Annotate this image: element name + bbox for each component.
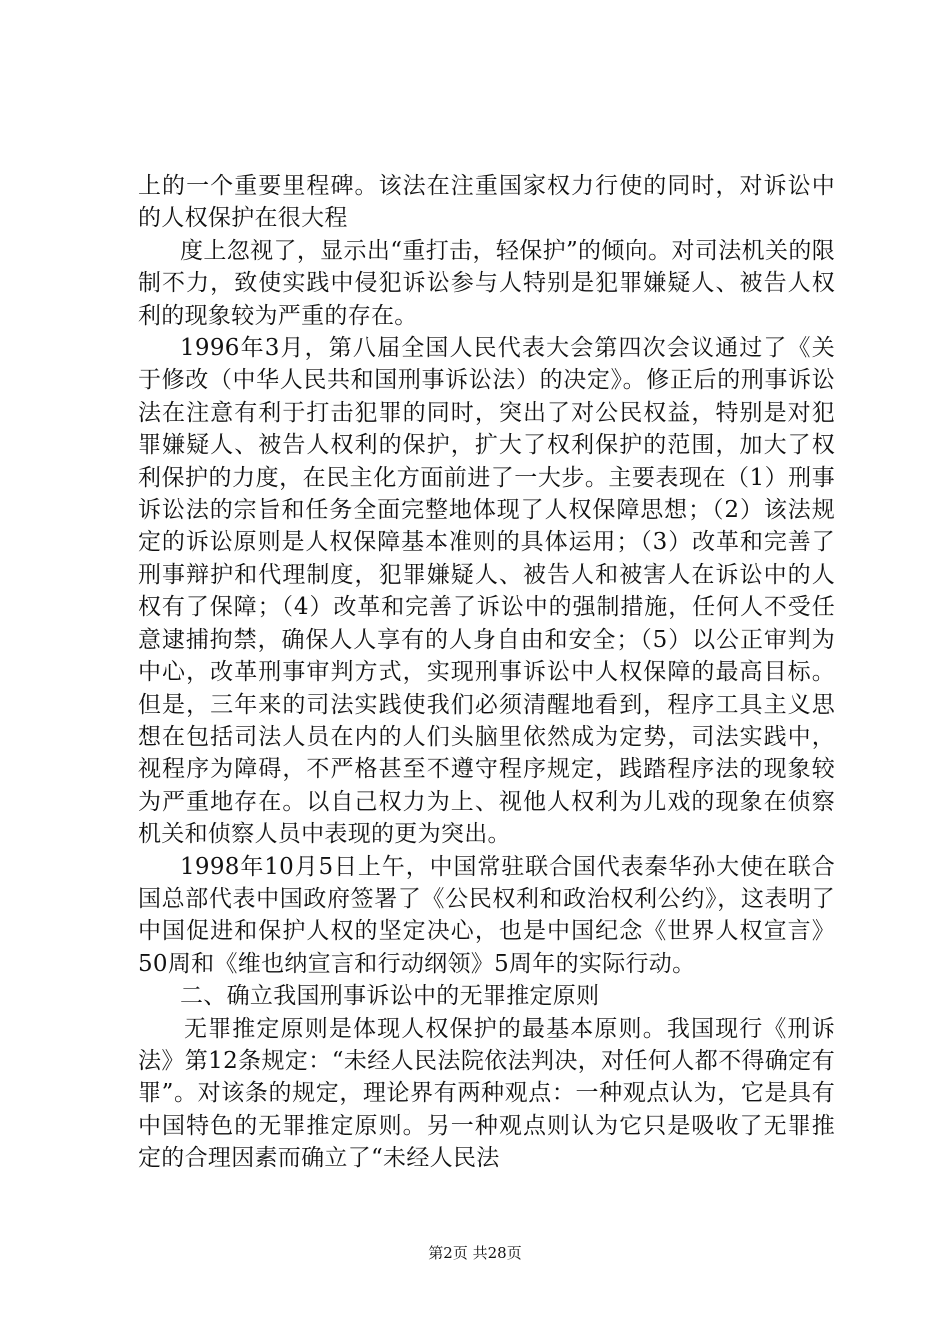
section-heading: 二、确立我国刑事诉讼中的无罪推定原则 [180, 983, 600, 1010]
page-footer: 第2页 共28页 [428, 1244, 522, 1262]
body-text [138, 170, 835, 1175]
paragraph-protection-neglect: 度上忽视了，显示出“重打击，轻保护”的倾向。对司法机关的限制不力，致使实践中侵犯诉讼参与人特别是犯罪嫌疑人、被告人权利的现象较为严重的存在。 [138, 237, 835, 329]
paragraph-1996-amendment: 1996年3月，第八届全国人民代表大会第四次会议通过了《关于修改（中华人民共和国刑事诉讼法）的决定》。修正后的刑事诉讼法在注意有利于打击犯罪的同时，突出了对公民权益，特别是对犯罪嫌疑人、被告人权利的保护，扩大了权利保护的范围，加大了权利保护的力度，在民主化方面前进了一大步。主要表现在（1）刑事诉讼法的宗旨和任务全面完整地体现了人权保障思想；（2）该法规定的诉讼原则是人权保障基本准则的具体运用；（3）改革和完善了刑事辩护和代理制度，犯罪嫌疑人、被告人和被害人在诉讼中的人权有了保障；（4）改革和完善了诉讼中的强制措施，任何人不受任意逮捕拘禁，确保人人享有的人身自由和安全；（5）以公正审判为中心，改革刑事审判方式，实现刑事诉讼中人权保障的最高目标。但是，三年来的司法实践使我们必须清醒地看到，程序工具主义思想在包括司法人员在内的人们头脑里依然成为定势，司法实践中，视程序为障碍，不严格甚至不遵守程序规定，践踏程序法的现象较为严重地存在。以自己权力为上、视他人权利为儿戏的现象在侦察机关和侦察人员中表现的更为突出。 [138, 335, 835, 848]
paragraph-1998-covenant: 1998年10月5日上午，中国常驻联合国代表秦华孙大使在联合国总部代表中国政府签署了《公民权利和政治权利公约》，这表明了中国促进和保护人权的坚定决心，也是中国纪念《世界人权宣言》50周和《维也纳宣言和行动纲领》5周年的实际行动。 [138, 853, 835, 977]
paragraph-continuation: 上的一个重要里程碑。该法在注重国家权力行使的同时，对诉讼中的人权保护在很大程 [138, 173, 835, 232]
paragraph-presumption-of-innocence: 无罪推定原则是体现人权保护的最基本原则。我国现行《刑诉法》第12条规定：“未经人民法院依法判决，对任何人都不得确定有罪”。对该条的规定，理论界有两种观点：一种观点认为，它是具有中国特色的无罪推定原则。另一种观点则认为它只是吸收了无罪推定的合理因素而确立了“未经人民法 [138, 1015, 835, 1172]
